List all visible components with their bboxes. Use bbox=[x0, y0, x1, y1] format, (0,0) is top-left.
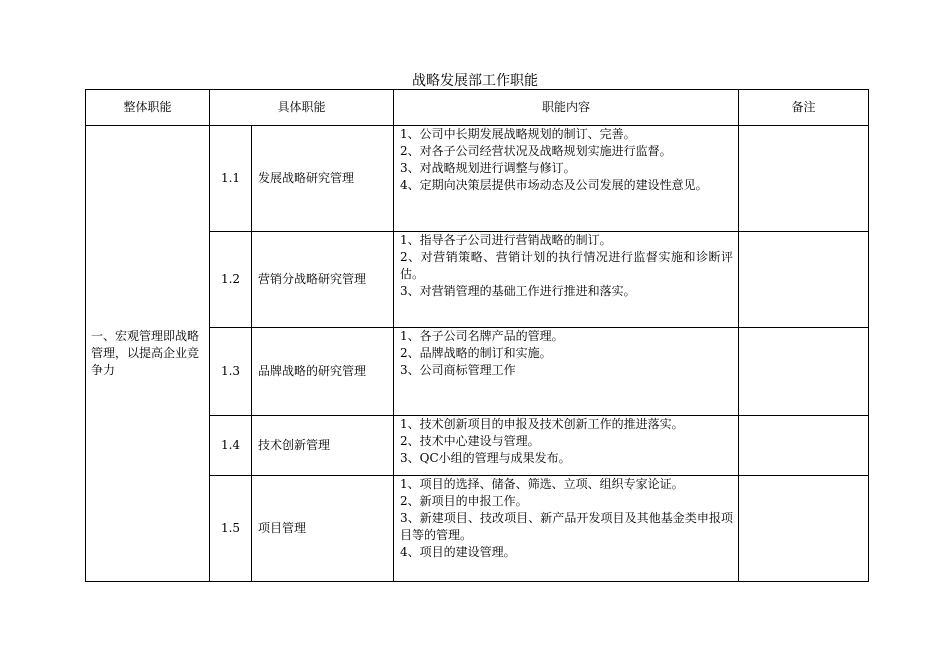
content-line: 3、对战略规划进行调整与修订。 bbox=[400, 161, 576, 175]
content-line: 1、指导各子公司进行营销战略的制订。 bbox=[400, 233, 612, 247]
duty-table bbox=[85, 89, 869, 582]
function-number: 1.3 bbox=[210, 328, 252, 416]
function-content bbox=[394, 416, 739, 476]
function-content bbox=[394, 126, 739, 232]
remark-cell bbox=[739, 328, 869, 416]
function-content bbox=[394, 328, 739, 416]
content-line: 1、公司中长期发展战略规划的制订、完善。 bbox=[400, 127, 636, 141]
function-name: 营销分战略研究管理 bbox=[252, 232, 394, 328]
content-line: 1、项目的选择、储备、筛选、立项、组织专家论证。 bbox=[400, 477, 684, 491]
content-line: 3、QC小组的管理与成果发布。 bbox=[400, 451, 571, 465]
function-number: 1.4 bbox=[210, 416, 252, 476]
remark-cell bbox=[739, 476, 869, 582]
function-number: 1.1 bbox=[210, 126, 252, 232]
header-remarks: 备注 bbox=[739, 90, 869, 126]
content-line: 3、公司商标管理工作 bbox=[400, 363, 516, 377]
content-line: 3、对营销管理的基础工作进行推进和落实。 bbox=[400, 284, 636, 298]
function-name: 品牌战略的研究管理 bbox=[252, 328, 394, 416]
header-function-content: 职能内容 bbox=[394, 90, 739, 126]
header-overall-function: 整体职能 bbox=[86, 90, 210, 126]
remark-cell bbox=[739, 232, 869, 328]
content-line: 2、技术中心建设与管理。 bbox=[400, 434, 540, 448]
function-name: 技术创新管理 bbox=[252, 416, 394, 476]
content-line: 1、技术创新项目的申报及技术创新工作的推进落实。 bbox=[400, 417, 684, 431]
function-content bbox=[394, 232, 739, 328]
remark-cell bbox=[739, 416, 869, 476]
content-line: 3、新建项目、技改项目、新产品开发项目及其他基金类申报项目等的管理。 bbox=[400, 511, 734, 542]
content-line: 2、对各子公司经营状况及战略规划实施进行监督。 bbox=[400, 144, 672, 158]
content-line: 2、品牌战略的制订和实施。 bbox=[400, 346, 552, 360]
overall-function-cell: 一、宏观管理即战略管理，以提高企业竞争力 bbox=[86, 126, 210, 582]
content-line: 2、对营销策略、营销计划的执行情况进行监督实施和诊断评估。 bbox=[400, 250, 734, 281]
content-line: 2、新项目的申报工作。 bbox=[400, 494, 528, 508]
function-name: 项目管理 bbox=[252, 476, 394, 582]
table-header-row bbox=[86, 90, 869, 126]
header-specific-function: 具体职能 bbox=[210, 90, 394, 126]
content-line: 1、各子公司名牌产品的管理。 bbox=[400, 329, 564, 343]
function-number: 1.2 bbox=[210, 232, 252, 328]
function-name: 发展战略研究管理 bbox=[252, 126, 394, 232]
function-number: 1.5 bbox=[210, 476, 252, 582]
function-content bbox=[394, 476, 739, 582]
remark-cell bbox=[739, 126, 869, 232]
content-line: 4、项目的建设管理。 bbox=[400, 545, 516, 559]
document-title: 战略发展部工作职能 bbox=[412, 73, 538, 89]
content-line: 4、定期向决策层提供市场动态及公司发展的建设性意见。 bbox=[400, 178, 708, 192]
table-row bbox=[86, 126, 869, 232]
